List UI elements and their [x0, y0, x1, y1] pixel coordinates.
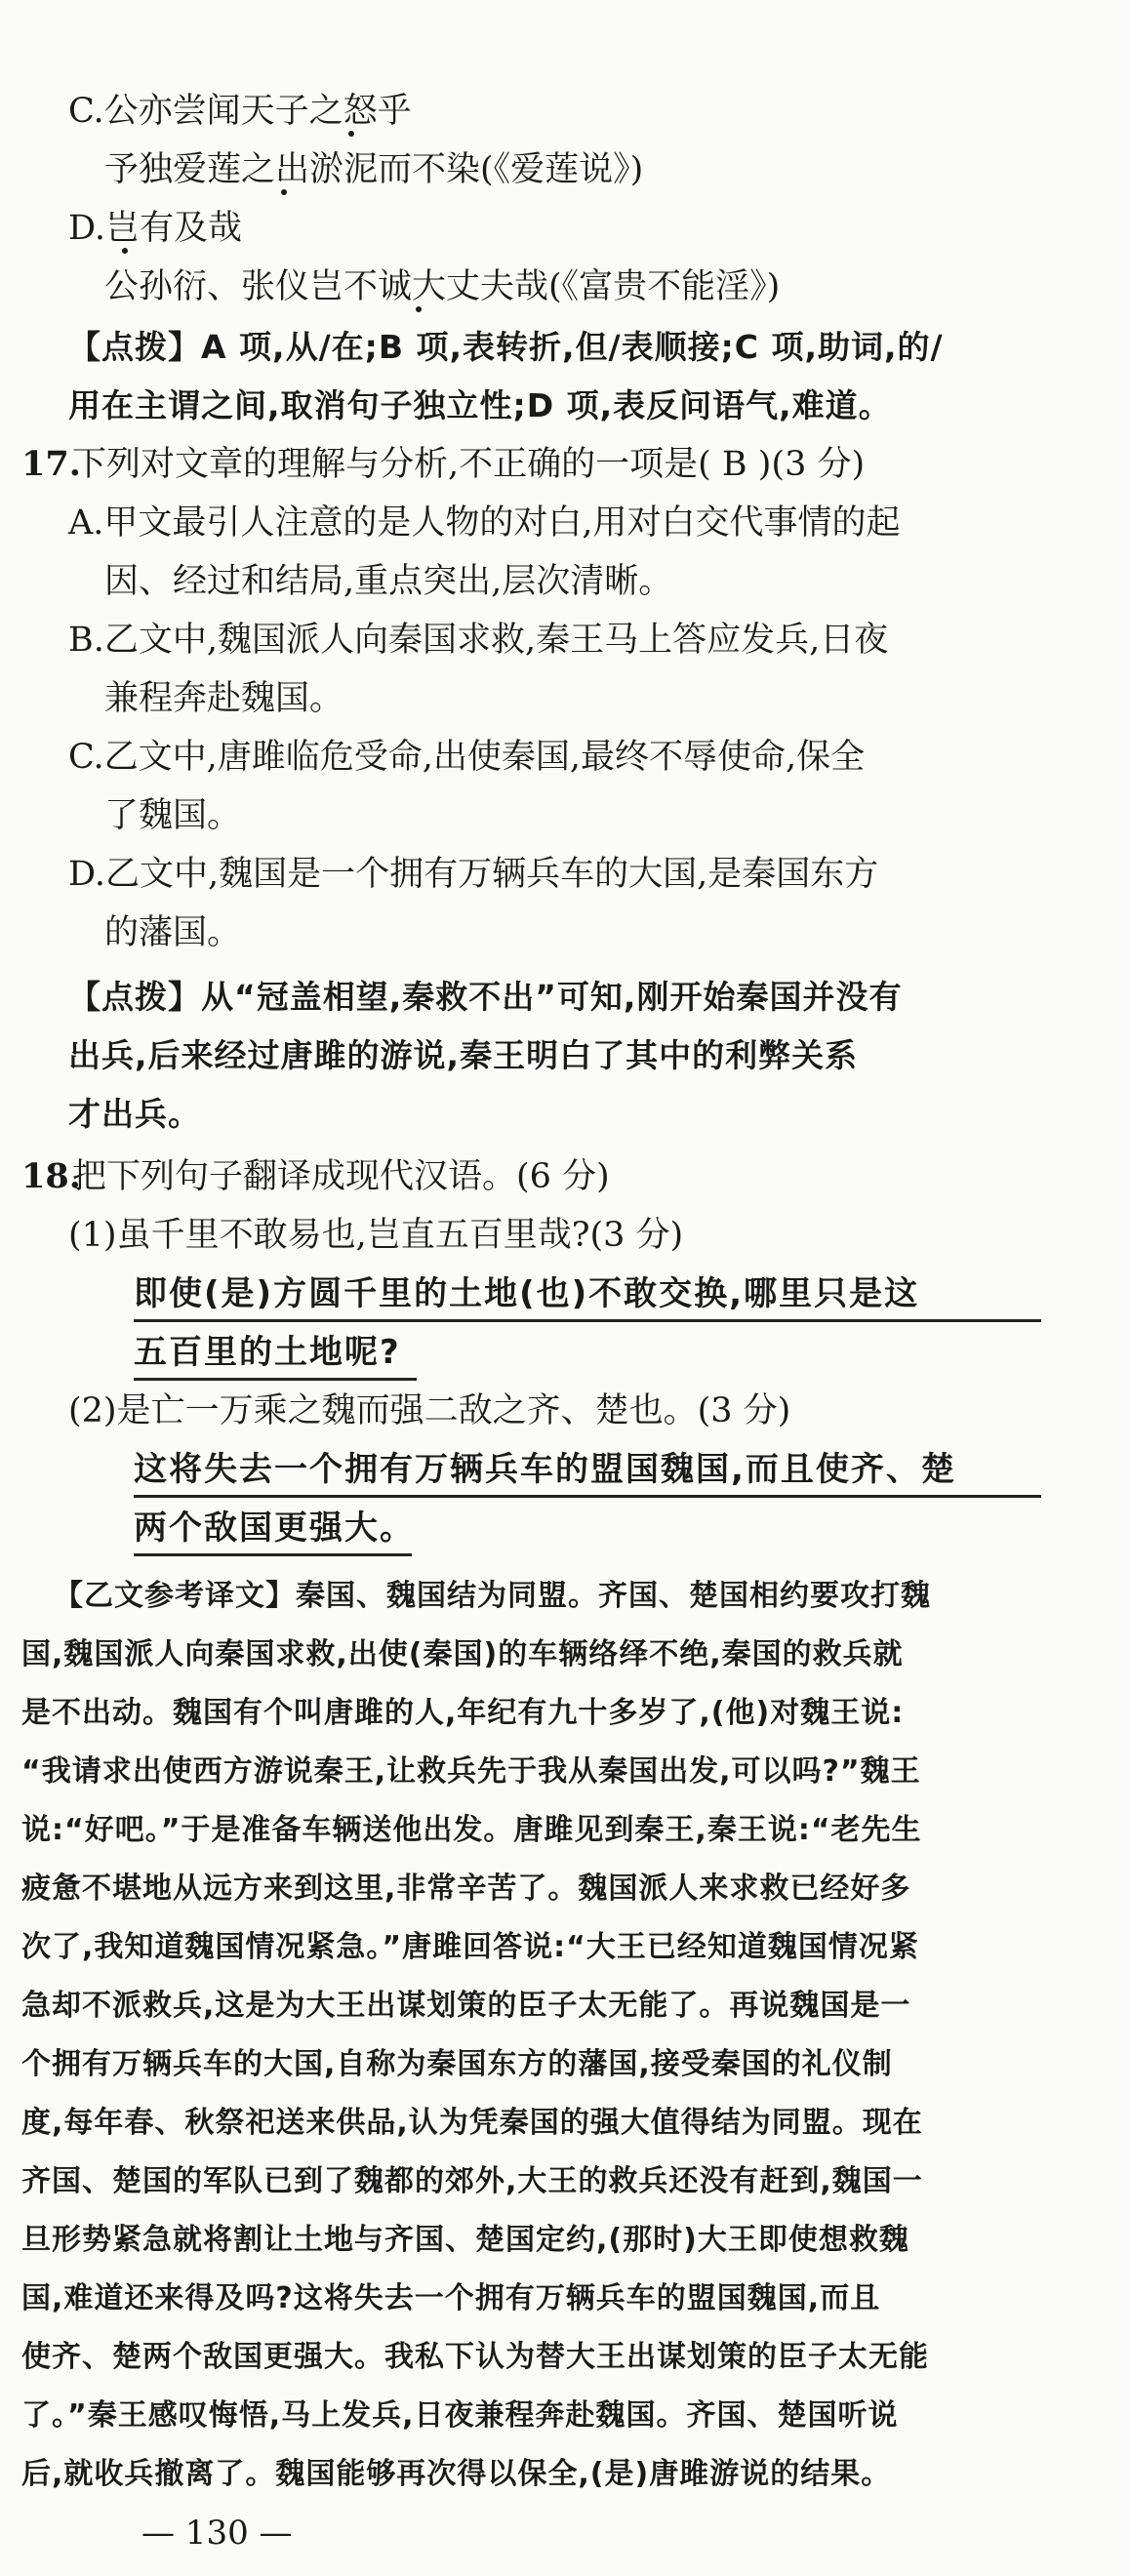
q18-answer-2-line1: 这将失去一个拥有万辆兵车的盟国魏国,而且使齐、楚	[134, 1450, 956, 1489]
q17-option-c-line2: 了魏国。	[104, 796, 242, 835]
q16-option-d-line2: 公孙衍、张仪岂不诚大丈夫哉(《富贵不能淫》)	[104, 267, 781, 306]
emphasis-dot	[281, 189, 287, 195]
translation-line: 是不出动。魏国有个叫唐雎的人,年纪有九十多岁了,(他)对魏王说:	[21, 1696, 905, 1730]
translation-line: 了。”秦王感叹悔悟,马上发兵,日夜兼程奔赴魏国。齐国、楚国听说	[21, 2398, 899, 2433]
q17-number: 17.	[21, 444, 81, 484]
answer-underline	[134, 1495, 1041, 1498]
page-number: — 130 —	[141, 2514, 293, 2553]
answer-underline	[134, 1378, 417, 1381]
translation-line: 齐国、楚国的军队已到了魏都的郊外,大王的救兵还没有赶到,魏国一	[21, 2164, 923, 2198]
translation-line: 后,就收兵撤离了。魏国能够再次得以保全,(是)唐雎游说的结果。	[21, 2457, 892, 2491]
q17-hint-line2: 出兵,后来经过唐雎的游说,秦王明白了其中的利弊关系	[68, 1036, 859, 1074]
translation-line: 使齐、楚两个敌国更强大。我私下认为替大王出谋划策的臣子太无能	[21, 2340, 929, 2374]
q17-hint-line1: 【点拨】从“冠盖相望,秦救不出”可知,刚开始秦国并没有	[68, 978, 903, 1016]
translation-line: 个拥有万辆兵车的大国,自称为秦国东方的藩国,接受秦国的礼仪制	[21, 2047, 893, 2081]
q16-hint-line1: 【点拨】A 项,从/在;B 项,表转折,但/表顺接;C 项,助词,的/	[68, 328, 944, 366]
q17-stem: 下列对文章的理解与分析,不正确的一项是( B )(3 分)	[72, 445, 866, 484]
q18-sentence-1: (1)虽千里不敢易也,岂直五百里哉?(3 分)	[68, 1216, 684, 1255]
translation-line: 【乙文参考译文】秦国、魏国结为同盟。齐国、楚国相约要攻打魏	[54, 1579, 931, 1613]
translation-line: 说:“好吧。”于是准备车辆送他出发。唐雎见到秦王,秦王说:“老先生	[21, 1813, 922, 1847]
q18-stem: 把下列句子翻译成现代汉语。(6 分)	[72, 1157, 610, 1196]
q17-option-a-line1: A.甲文最引人注意的是人物的对白,用对白交代事情的起	[68, 503, 901, 543]
q16-option-c-line1: C.公亦尝闻天子之怒乎	[68, 92, 412, 131]
translation-line: 度,每年春、秋祭祀送来供品,认为凭秦国的强大值得结为同盟。现在	[21, 2106, 923, 2140]
q17-option-b-line1: B.乙文中,魏国派人向秦国求救,秦王马上答应发兵,日夜	[68, 621, 889, 660]
translation-line: “我请求出使西方游说秦王,让救兵先于我从秦国出发,可以吗?”魏王	[21, 1754, 921, 1789]
q17-option-d-line1: D.乙文中,魏国是一个拥有万辆兵车的大国,是秦国东方	[68, 855, 879, 894]
translation-line: 疲惫不堪地从远方来到这里,非常辛苦了。魏国派人来求救已经好多	[21, 1872, 911, 1906]
q16-hint-line2: 用在主谓之间,取消句子独立性;D 项,表反问语气,难道。	[68, 386, 892, 424]
q18-answer-1-line1: 即使(是)方圆千里的土地(也)不敢交换,哪里只是这	[134, 1274, 920, 1313]
q18-number: 18.	[21, 1156, 81, 1196]
translation-line: 次了,我知道魏国情况紧急。”唐雎回答说:“大王已经知道魏国情况紧	[21, 1930, 919, 1964]
translation-line: 国,魏国派人向秦国求救,出使(秦国)的车辆络绎不绝,秦国的救兵就	[21, 1637, 904, 1671]
q17-option-b-line2: 兼程奔赴魏国。	[104, 679, 344, 718]
translation-line: 急却不派救兵,这是为大王出谋划策的臣子太无能了。再说魏国是一	[21, 1989, 911, 2023]
q18-answer-1-line2: 五百里的土地呢?	[134, 1333, 401, 1372]
q17-option-a-line2: 因、经过和结局,重点突出,层次清晰。	[104, 562, 673, 601]
q17-option-d-line2: 的藩国。	[104, 913, 242, 952]
q17-hint-line3: 才出兵。	[68, 1095, 201, 1133]
translation-line: 旦形势紧急就将割让土地与齐国、楚国定约,(那时)大王即使想救魏	[21, 2223, 909, 2257]
q16-option-c-line2: 予独爱莲之出淤泥而不染(《爱莲说》)	[104, 150, 644, 189]
emphasis-dot	[348, 131, 354, 137]
answer-underline	[134, 1553, 412, 1556]
translation-line: 国,难道还来得及吗?这将失去一个拥有万辆兵车的盟国魏国,而且	[21, 2281, 881, 2315]
q18-sentence-2: (2)是亡一万乘之魏而强二敌之齐、楚也。(3 分)	[68, 1391, 791, 1430]
emphasis-dot	[416, 306, 422, 312]
q17-option-c-line1: C.乙文中,唐雎临危受命,出使秦国,最终不辱使命,保全	[68, 738, 866, 777]
q16-option-d-line1: D.岂有及哉	[68, 209, 242, 248]
emphasis-dot	[122, 248, 128, 254]
answer-underline	[134, 1319, 1041, 1322]
q18-answer-2-line2: 两个敌国更强大。	[134, 1509, 415, 1548]
